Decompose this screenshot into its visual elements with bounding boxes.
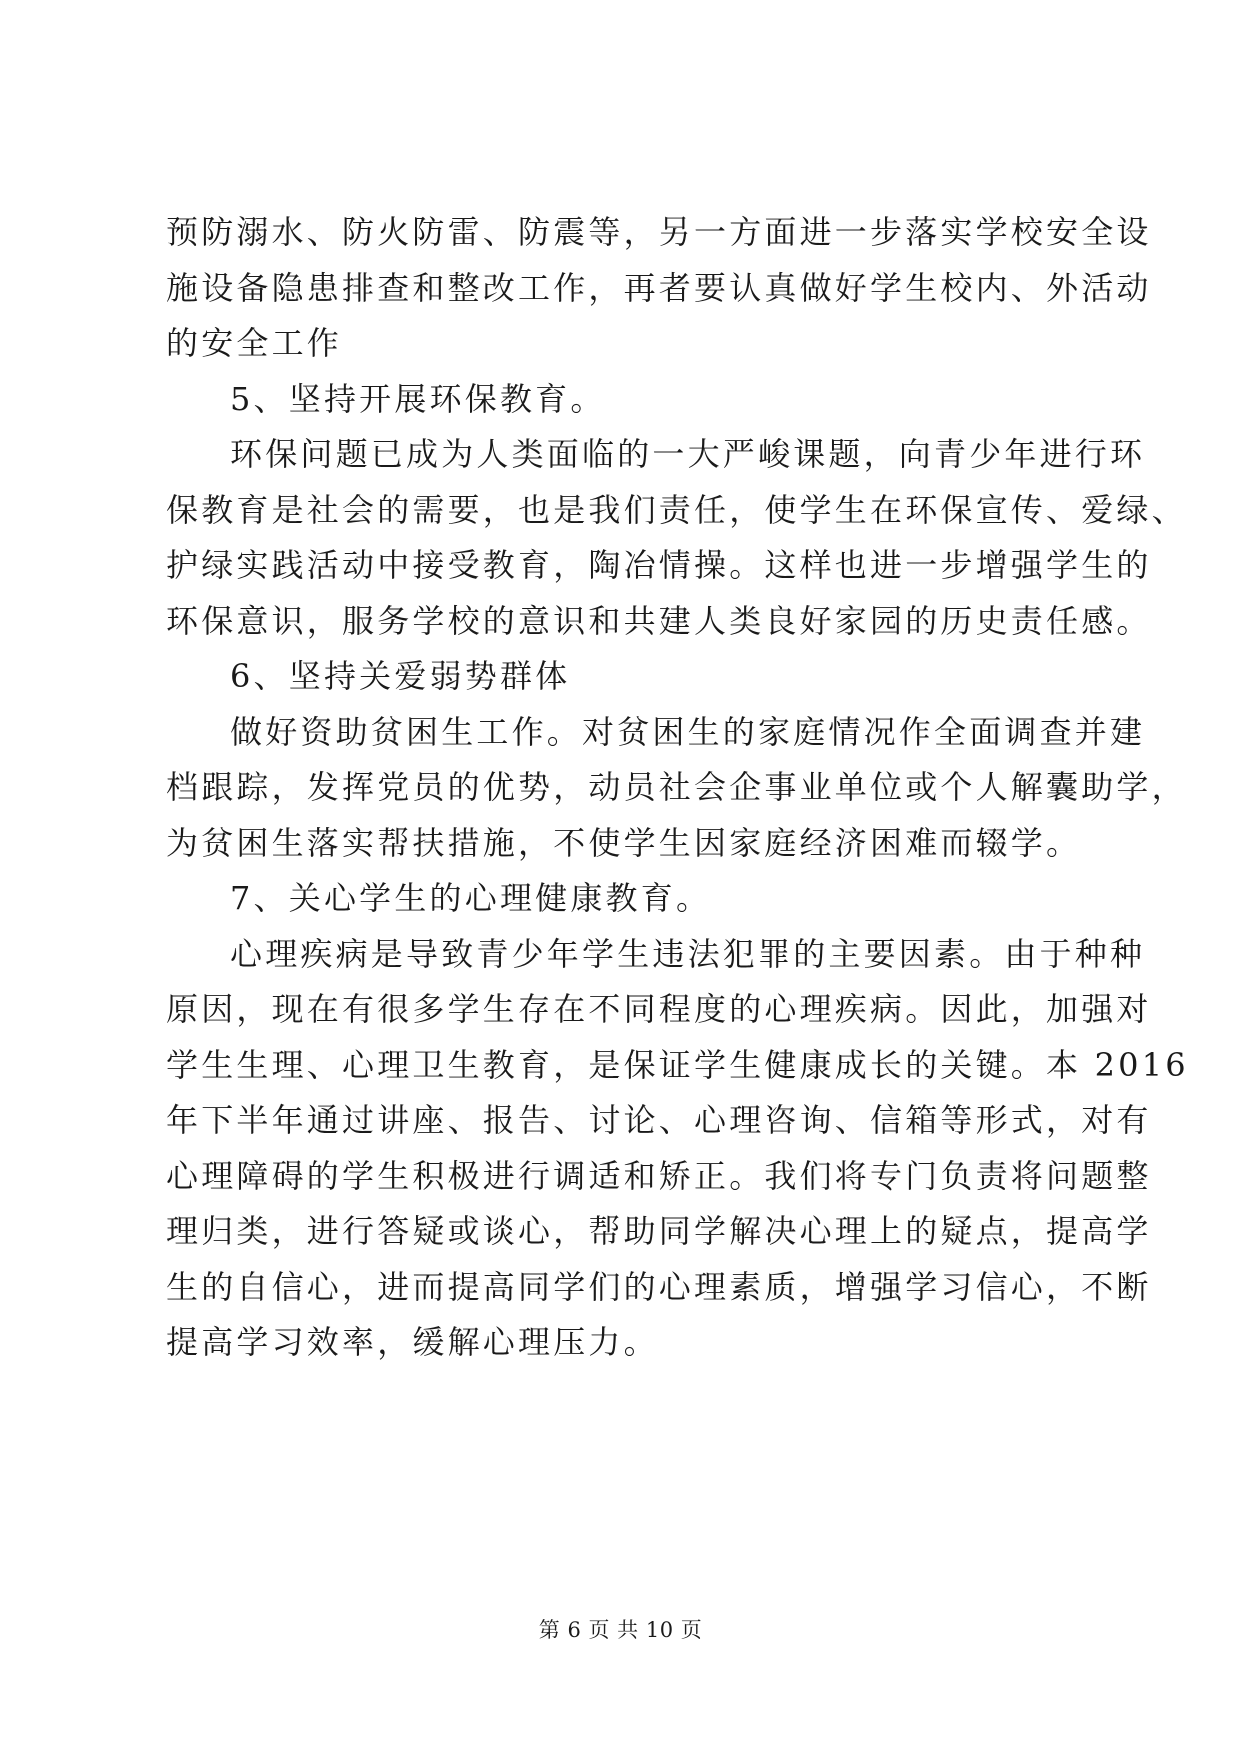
page-number-footer: 第 6 页 共 10 页 bbox=[538, 1618, 703, 1642]
body-line: 理归类，进行答疑或谈心，帮助同学解决心理上的疑点，提高学 bbox=[166, 1212, 1152, 1250]
body-line: 环保问题已成为人类面临的一大严峻课题，向青少年进行环 bbox=[230, 435, 1146, 473]
body-line: 年下半年通过讲座、报告、讨论、心理咨询、信箱等形式，对有 bbox=[166, 1101, 1152, 1139]
body-line: 原因，现在有很多学生存在不同程度的心理疾病。因此，加强对 bbox=[166, 990, 1152, 1028]
body-line: 护绿实践活动中接受教育，陶冶情操。这样也进一步增强学生的 bbox=[166, 546, 1152, 584]
body-line: 预防溺水、防火防雷、防震等，另一方面进一步落实学校安全设 bbox=[166, 213, 1152, 251]
body-line: 心理疾病是导致青少年学生违法犯罪的主要因素。由于种种 bbox=[230, 935, 1146, 973]
body-line: 提高学习效率，缓解心理压力。 bbox=[166, 1323, 659, 1361]
body-line: 施设备隐患排查和整改工作，再者要认真做好学生校内、外活动 bbox=[166, 269, 1152, 307]
section-heading-7: 7、关心学生的心理健康教育。 bbox=[230, 879, 712, 917]
body-line: 档跟踪，发挥党员的优势，动员社会企事业单位或个人解囊助学， bbox=[166, 768, 1187, 806]
body-line: 生的自信心，进而提高同学们的心理素质，增强学习信心，不断 bbox=[166, 1268, 1152, 1306]
section-heading-6: 6、坚持关爱弱势群体 bbox=[230, 657, 571, 695]
section-heading-5: 5、坚持开展环保教育。 bbox=[230, 380, 606, 418]
body-line: 环保意识，服务学校的意识和共建人类良好家园的历史责任感。 bbox=[166, 602, 1152, 640]
body-line: 做好资助贫困生工作。对贫困生的家庭情况作全面调查并建 bbox=[230, 713, 1146, 751]
body-line: 保教育是社会的需要，也是我们责任，使学生在环保宣传、爱绿、 bbox=[166, 491, 1187, 529]
body-line: 学生生理、心理卫生教育，是保证学生健康成长的关键。本 2016 bbox=[166, 1046, 1189, 1084]
body-line: 为贫困生落实帮扶措施，不使学生因家庭经济困难而辍学。 bbox=[166, 824, 1082, 862]
body-line: 的安全工作 bbox=[166, 324, 343, 362]
body-line: 心理障碍的学生积极进行调适和矫正。我们将专门负责将问题整 bbox=[166, 1157, 1152, 1195]
